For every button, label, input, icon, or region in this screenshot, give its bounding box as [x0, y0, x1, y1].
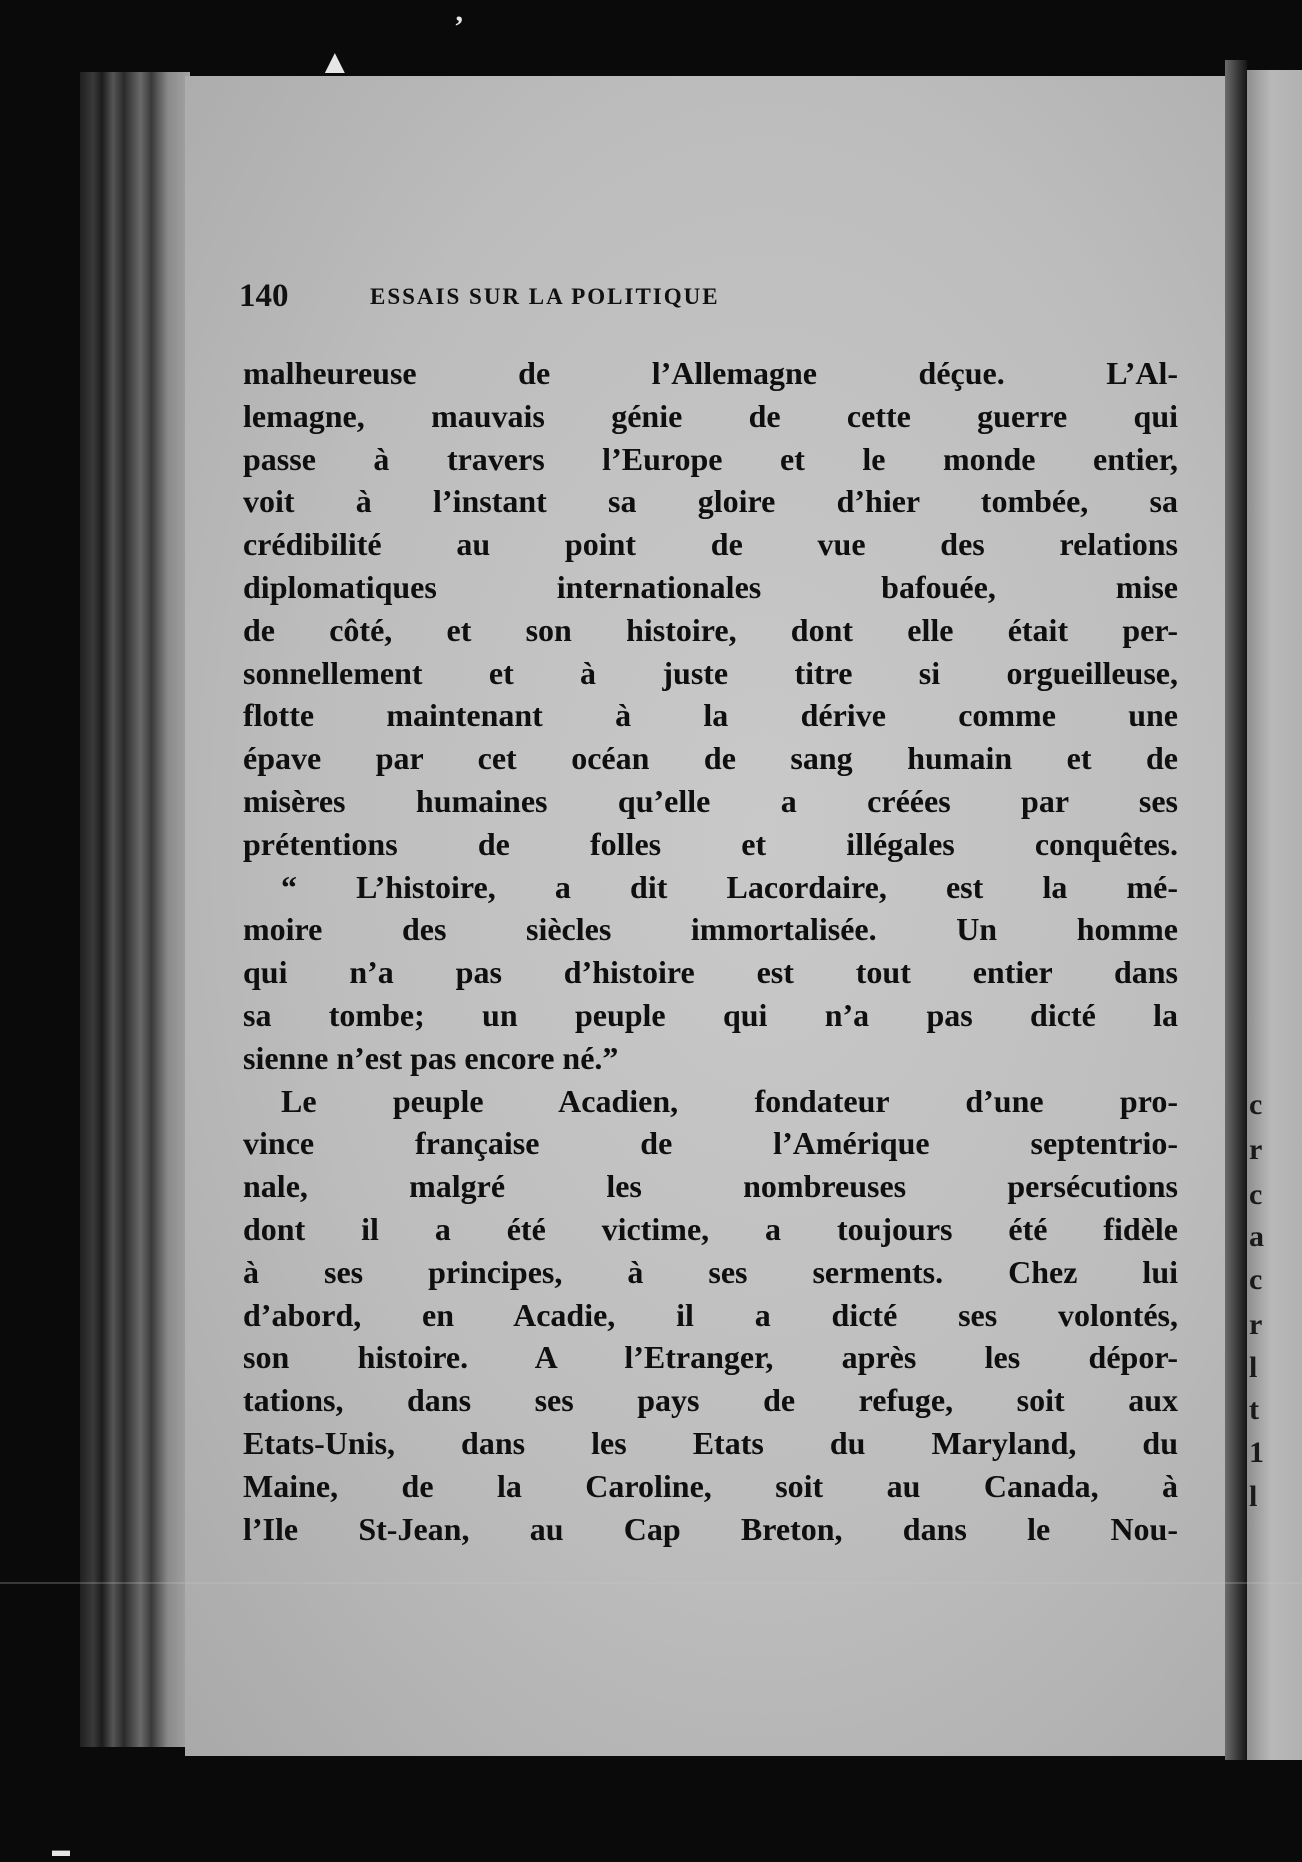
- text-line: voit à l’instant sa gloire d’hier tombée, sa: [243, 483, 1178, 520]
- next-page-edge: [1247, 70, 1302, 1760]
- text-line: “ L’histoire, a dit Lacordaire, est la mé-: [281, 868, 1178, 905]
- text-line: sienne n’est pas encore né.”: [243, 1039, 619, 1076]
- next-page-fragment: c: [1249, 1088, 1263, 1121]
- text-line: nale, malgré les nombreuses persécutions: [243, 1168, 1178, 1205]
- page-number: 140: [239, 278, 289, 314]
- next-page-fragment: r: [1249, 1308, 1263, 1341]
- text-line: de côté, et son histoire, dont elle était per-: [243, 611, 1178, 648]
- text-line: moire des siècles immortalisée. Un homme: [243, 911, 1178, 948]
- next-page-fragment: c: [1249, 1263, 1263, 1296]
- page-header: [239, 278, 1039, 318]
- next-page-fragment: 1: [1249, 1436, 1264, 1469]
- text-line: à ses principes, à ses serments. Chez lui: [243, 1253, 1178, 1290]
- text-line: diplomatiques internationales bafouée, mise: [243, 568, 1178, 605]
- speck-mark: ’: [454, 10, 464, 43]
- body-text: [243, 352, 1178, 1550]
- text-line: tations, dans ses pays de refuge, soit aux: [243, 1382, 1178, 1419]
- text-line: sa tombe; un peuple qui n’a pas dicté la: [243, 996, 1178, 1033]
- text-line: prétentions de folles et illégales conquêtes.: [243, 825, 1178, 862]
- text-line: sonnellement et à juste titre si orgueilleuse,: [243, 654, 1178, 691]
- scan-line-artifact: [0, 1582, 1302, 1584]
- text-line: malheureuse de l’Allemagne déçue. L’Al-: [243, 355, 1178, 391]
- text-line: Le peuple Acadien, fondateur d’une pro-: [281, 1082, 1178, 1119]
- text-line: Etats-Unis, dans les Etats du Maryland, du: [243, 1424, 1178, 1461]
- running-head: ESSAIS SUR LA POLITIQUE: [370, 284, 720, 309]
- next-page-fragment: r: [1249, 1133, 1263, 1166]
- speck-mark: ▬: [52, 1840, 70, 1860]
- text-line: qui n’a pas d’histoire est tout entier dans: [243, 954, 1178, 991]
- next-page-fragment: t: [1249, 1393, 1259, 1426]
- text-line: Maine, de la Caroline, soit au Canada, à: [243, 1467, 1178, 1504]
- text-line: crédibilité au point de vue des relations: [243, 526, 1178, 563]
- next-page-fragment: l: [1249, 1351, 1258, 1384]
- text-line: lemagne, mauvais génie de cette guerre qui: [243, 397, 1178, 434]
- text-line: d’abord, en Acadie, il a dicté ses volontés,: [243, 1296, 1178, 1333]
- text-line: vince française de l’Amérique septentrio-: [243, 1125, 1178, 1162]
- book-page-edges: [80, 72, 190, 1747]
- text-line: passe à travers l’Europe et le monde entier,: [243, 440, 1178, 477]
- book-gutter-shadow: [1225, 60, 1247, 1760]
- text-line: flotte maintenant à la dérive comme une: [243, 697, 1178, 734]
- next-page-fragment: c: [1249, 1178, 1263, 1211]
- next-page-fragment: a: [1249, 1220, 1264, 1253]
- text-line: l’Ile St-Jean, au Cap Breton, dans le Nou-: [243, 1510, 1178, 1547]
- text-line: épave par cet océan de sang humain et de: [243, 740, 1178, 777]
- next-page-fragment: l: [1249, 1480, 1258, 1513]
- text-line: dont il a été victime, a toujours été fidèle: [243, 1210, 1178, 1247]
- speck-mark: ▲: [318, 44, 352, 81]
- text-line: son histoire. A l’Etranger, après les dépor-: [243, 1339, 1178, 1376]
- text-line: misères humaines qu’elle a créées par ses: [243, 782, 1178, 819]
